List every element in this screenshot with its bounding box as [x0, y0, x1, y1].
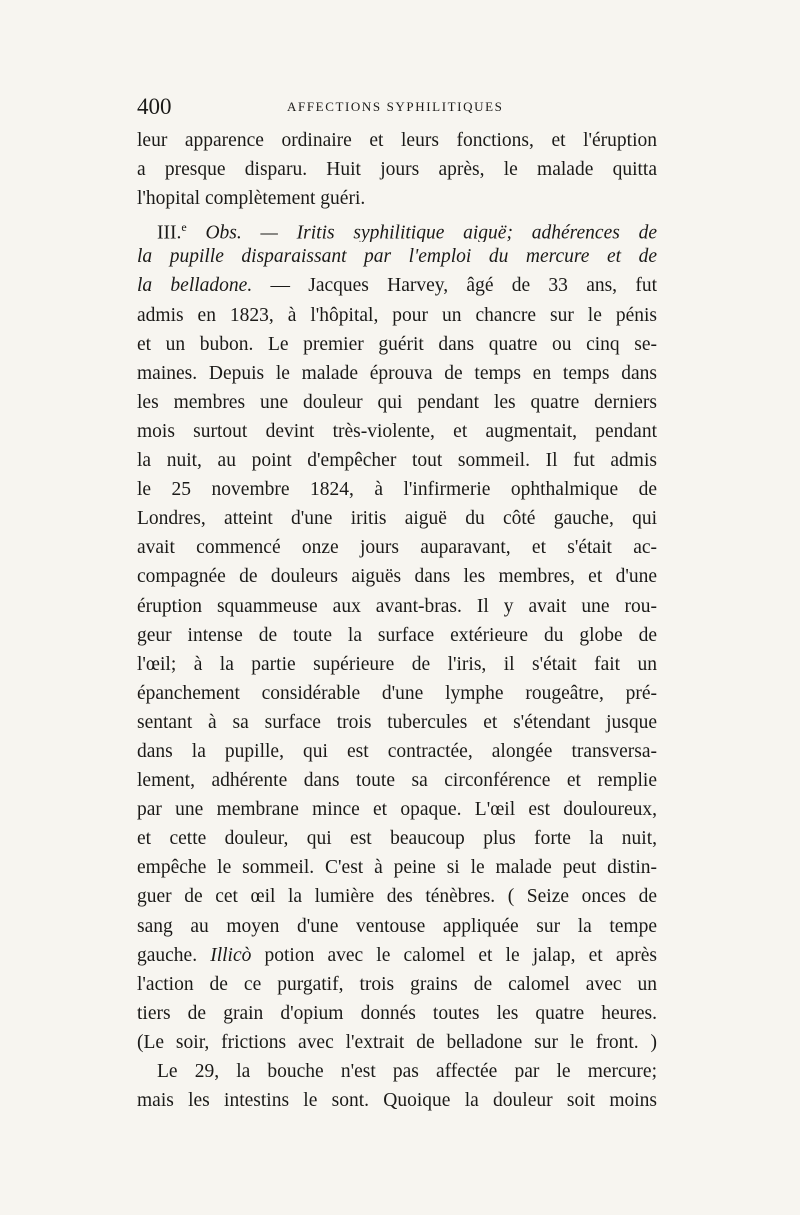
text-segment: potion avec le calomel et le jalap, et après: [251, 944, 657, 966]
text-line: l'œil; à la partie supérieure de l'iris, il s'était fait un: [137, 653, 657, 675]
running-title: AFFECTIONS SYPHILITIQUES: [287, 99, 504, 114]
observation-label: Obs. —: [186, 222, 297, 243]
text-line: les membres une douleur qui pendant les quatre derniers: [137, 391, 657, 413]
text-line: dans la pupille, qui est contractée, alongée transversa-: [137, 740, 657, 762]
text-line: sang au moyen d'une ventouse appliquée sur la tempe: [137, 915, 657, 937]
text-line: [137, 941, 657, 970]
text-line: (Le soir, frictions avec l'extrait de belladone sur le front. ): [137, 1031, 657, 1053]
observation-number-suffix: e: [181, 220, 187, 235]
observation-title-end: la belladone.: [137, 275, 253, 297]
text-line: l'action de ce purgatif, trois grains de calomel avec un: [137, 973, 657, 995]
text-line: mois surtout devint très-violente, et augmentait, pendant: [137, 420, 657, 442]
page-header: [137, 92, 657, 122]
observation-number: III.: [157, 222, 182, 243]
text-line: l'hopital complètement guéri.: [137, 188, 366, 210]
text-line: avait commencé onze jours auparavant, et s'était ac-: [137, 537, 657, 559]
text-line: et un bubon. Le premier guérit dans quatre ou cinq se-: [137, 333, 657, 355]
text-segment: gauche.: [137, 944, 211, 966]
text-segment: — Jacques Harvey, âgé de 33 ans, fut: [252, 275, 657, 297]
text-line: lement, adhérente dans toute sa circonférence et remplie: [137, 770, 657, 792]
text-line: guer de cet œil la lumière des ténèbres. ( Seize onces de: [137, 886, 657, 908]
text-line: et cette douleur, qui est beaucoup plus forte la nuit,: [137, 828, 657, 850]
text-line: par une membrane mince et opaque. L'œil est douloureux,: [137, 799, 657, 821]
observation-title-line: la pupille disparaissant par l'emploi du mercure et de: [137, 246, 657, 268]
text-line: éruption squammeuse aux avant-bras. Il y avait une rou-: [137, 595, 657, 617]
text-line: leur apparence ordinaire et leurs fonctions, et l'éruption: [137, 130, 657, 151]
latin-word: Illicò: [210, 944, 252, 966]
text-line: Le 29, la bouche n'est pas affectée par le mercure;: [157, 1061, 657, 1082]
text-line: le 25 novembre 1824, à l'infirmerie ophthalmique de: [137, 479, 657, 501]
text-line: maines. Depuis le malade éprouva de temps en temps dans: [137, 362, 657, 384]
text-line: [137, 271, 657, 300]
text-line: empêche le sommeil. C'est à peine si le malade peut distin-: [137, 857, 657, 879]
text-line: Londres, atteint d'une iritis aiguë du côté gauche, qui: [137, 508, 657, 530]
text-line: tiers de grain d'opium donnés toutes les quatre heures.: [137, 1002, 657, 1024]
observation-heading-line: [137, 213, 657, 242]
text-line: épanchement considérable d'une lymphe rougeâtre, pré-: [137, 682, 657, 704]
book-page: [137, 92, 657, 1115]
text-line: admis en 1823, à l'hôpital, pour un chancre sur le pénis: [137, 304, 657, 326]
body-text: [137, 126, 657, 1115]
text-line: mais les intestins le sont. Quoique la douleur soit moins: [137, 1090, 657, 1112]
text-line: sentant à sa surface trois tubercules et s'étendant jusque: [137, 711, 657, 733]
text-line: compagnée de douleurs aiguës dans les membres, et d'une: [137, 566, 657, 588]
text-line: geur intense de toute la surface extérieure du globe de: [137, 624, 657, 646]
text-line: la nuit, au point d'empêcher tout sommeil. Il fut admis: [137, 450, 657, 472]
text-line: a presque disparu. Huit jours après, le malade quitta: [137, 159, 657, 181]
observation-title: Iritis syphilitique aiguë; adhérences de: [296, 222, 657, 243]
page-number: 400: [137, 94, 172, 119]
